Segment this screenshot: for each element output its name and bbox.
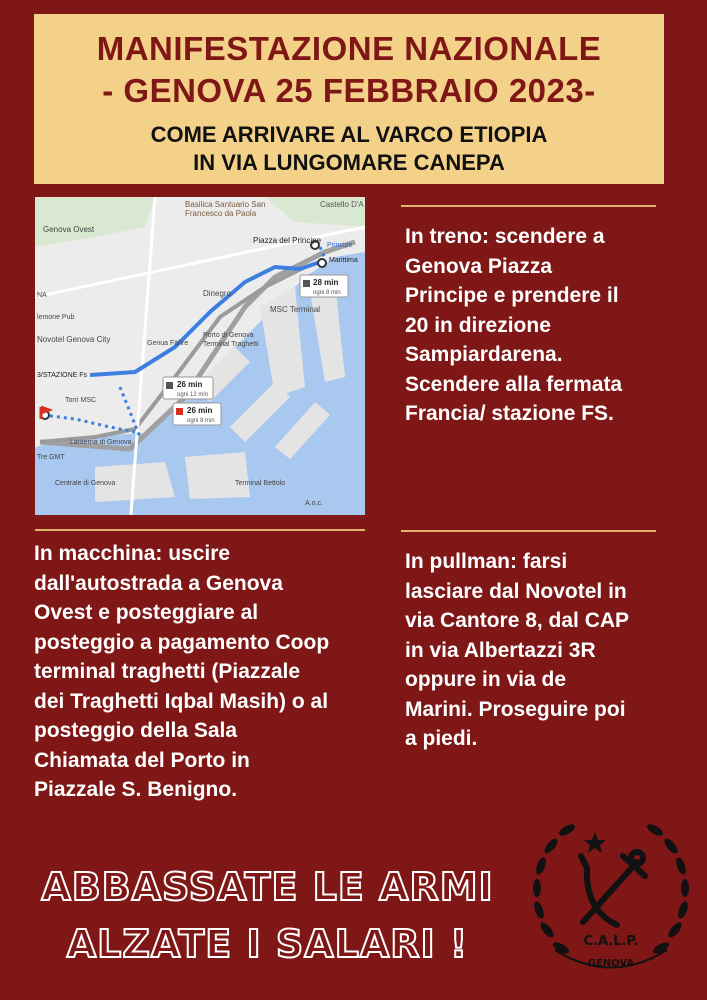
- map-label-porto-2: Terminal Traghetti: [203, 341, 259, 348]
- map-label-porto-1: Porto di Genova: [203, 332, 254, 339]
- subtitle-line-1: COME ARRIVARE AL VARCO ETIOPIA: [150, 122, 548, 147]
- pullman-line: oppure in via de: [405, 668, 567, 691]
- pullman-line: lasciare dal Novotel in: [405, 579, 627, 603]
- macchina-line: posteggio a pagamento Coop: [34, 630, 330, 654]
- macchina-line: In macchina: uscire: [34, 542, 231, 565]
- route-sub-1: ogni 8 min: [313, 290, 341, 296]
- section-macchina: [34, 539, 329, 805]
- pullman-line: Marini. Proseguire poi: [405, 697, 626, 721]
- map-label-na: NA: [37, 292, 47, 299]
- pullman-line: a piedi.: [405, 727, 478, 750]
- route-time-box-1[interactable]: [300, 275, 348, 297]
- route-time-box-2[interactable]: [163, 377, 213, 399]
- star-icon: [584, 832, 606, 853]
- treno-line: Sampiardarena.: [405, 343, 563, 366]
- divider-top-right: [401, 205, 656, 207]
- logo-city: GENOVA: [587, 958, 635, 969]
- route-sub-3: ogni 8 min: [187, 418, 215, 424]
- pullman-line: In pullman: farsi: [405, 550, 568, 573]
- map-label-tre-gmt: Tre GMT: [37, 454, 65, 461]
- route-time-box-3[interactable]: [173, 403, 221, 425]
- map-label-genova-ovest: Genova Ovest: [43, 225, 95, 234]
- macchina-line: dei Traghetti Iqbal Masih) o al: [34, 689, 329, 713]
- divider-mid-right: [401, 530, 656, 532]
- anchor-hammer-icon: [581, 852, 645, 925]
- title-line-2: - GENOVA 25 FEBBRAIO 2023-: [102, 72, 596, 109]
- treno-line: Francia/ stazione FS.: [405, 402, 614, 425]
- treno-line: Scendere alla fermata: [405, 372, 623, 396]
- macchina-line: Chiamata del Porto in: [34, 748, 250, 772]
- calp-logo: [525, 810, 697, 982]
- macchina-line: Piazzale S. Benigno.: [34, 778, 238, 801]
- logo-name: C.A.L.P.: [583, 934, 639, 949]
- header-banner: [34, 14, 664, 184]
- slogan-line-1: ABBASSATE LE ARMI: [41, 865, 494, 909]
- map-label-lanterna: Lanterna di Genova: [70, 439, 132, 446]
- macchina-line: Ovest e posteggiare al: [34, 601, 259, 624]
- treno-line: Principe e prendere il: [405, 284, 619, 307]
- map-label-genua-fahre: Genua Fähre: [147, 340, 189, 347]
- pullman-line: via Cantore 8, dal CAP: [405, 609, 630, 632]
- map-label-piazza-principe: Piazza del Principe: [253, 236, 322, 245]
- route-sub-2: ogni 12 min: [177, 392, 209, 398]
- map-label-torri-msc: Torri MSC: [65, 397, 97, 404]
- route-time-1: 28 min: [313, 278, 339, 287]
- map-label-centrale: Centrale di Genova: [55, 480, 116, 487]
- map-label-castello: Castello D'A: [320, 200, 364, 209]
- subtitle-line-2: IN VIA LUNGOMARE CANEPA: [193, 150, 505, 175]
- map-label-terminal-bettolo: Terminal Bettolo: [235, 480, 286, 487]
- map-label-marittima: Marittima: [329, 257, 358, 264]
- treno-line: 20 in direzione: [405, 313, 551, 337]
- map-label-msc-terminal: MSC Terminal: [270, 305, 321, 314]
- section-treno: [405, 222, 622, 429]
- map-label-francesco: Francesco da Paola: [185, 209, 257, 218]
- divider-mid-left: [35, 529, 365, 531]
- map-label-aoc: A.o.c.: [305, 500, 323, 507]
- treno-line: In treno: scendere a: [405, 225, 605, 248]
- map-label-stazione: 3/STAZIONE Fs: [37, 372, 88, 379]
- route-time-3: 26 min: [187, 406, 213, 415]
- title-line-1: MANIFESTAZIONE NAZIONALE: [96, 30, 602, 67]
- macchina-line: dall'autostrada a Genova: [34, 571, 283, 595]
- pullman-line: in via Albertazzi 3R: [405, 638, 596, 662]
- slogan-line-2: ALZATE I SALARI !: [66, 922, 469, 966]
- calp-logo-graphic: [525, 810, 697, 982]
- macchina-line: posteggio della Sala: [34, 719, 238, 742]
- map-label-principe: Principe: [327, 242, 353, 249]
- map-label-basilica: Basilica Santuario San: [185, 200, 266, 209]
- route-map: [35, 197, 365, 515]
- route-map-graphic: [35, 197, 365, 515]
- treno-line: Genova Piazza: [405, 254, 553, 278]
- map-label-dinegro: Dinegro: [203, 289, 232, 298]
- section-pullman: [405, 547, 629, 754]
- route-time-2: 26 min: [177, 380, 203, 389]
- macchina-line: terminal traghetti (Piazzale: [34, 660, 301, 683]
- map-label-novotel: Novotel Genova City: [37, 335, 111, 344]
- map-label-lemone: lemone Pub: [37, 314, 75, 321]
